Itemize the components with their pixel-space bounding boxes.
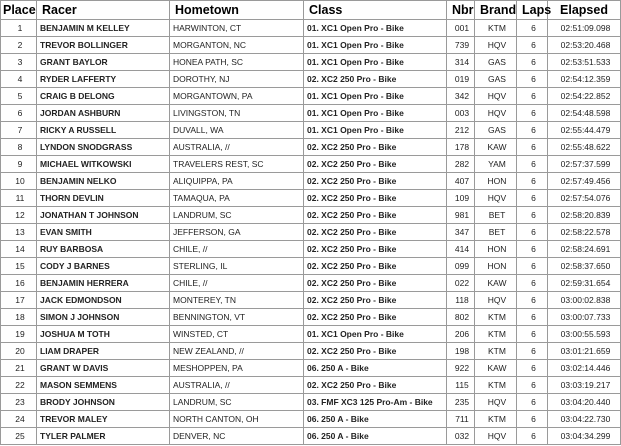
- cell-laps: 6: [517, 173, 548, 190]
- cell-brand: HQV: [475, 88, 517, 105]
- header-hometown[interactable]: Hometown: [170, 1, 304, 20]
- cell-elapsed: 03:01:21.659: [548, 343, 621, 360]
- cell-elapsed: 02:59:31.654: [548, 275, 621, 292]
- cell-brand: GAS: [475, 71, 517, 88]
- cell-hometown: LIVINGSTON, TN: [170, 105, 304, 122]
- racer-link[interactable]: GRANT BAYLOR: [37, 54, 170, 71]
- cell-nbr: 407: [447, 173, 475, 190]
- cell-laps: 6: [517, 54, 548, 71]
- racer-link[interactable]: CRAIG B DELONG: [37, 88, 170, 105]
- table-row: [1, 139, 621, 156]
- class-link[interactable]: 02. XC2 250 Pro - Bike: [304, 156, 447, 173]
- cell-elapsed: 02:55:44.479: [548, 122, 621, 139]
- cell-laps: 6: [517, 394, 548, 411]
- class-link[interactable]: 06. 250 A - Bike: [304, 411, 447, 428]
- cell-elapsed: 02:51:09.098: [548, 20, 621, 37]
- header-nbr[interactable]: Nbr: [447, 1, 475, 20]
- header-class[interactable]: Class: [304, 1, 447, 20]
- cell-place: 3: [1, 54, 37, 71]
- table-row: [1, 428, 621, 445]
- cell-place: 17: [1, 292, 37, 309]
- cell-elapsed: 02:55:48.622: [548, 139, 621, 156]
- header-laps[interactable]: Laps: [517, 1, 548, 20]
- class-link[interactable]: 02. XC2 250 Pro - Bike: [304, 190, 447, 207]
- header-elapsed[interactable]: Elapsed: [548, 1, 621, 20]
- cell-hometown: TAMAQUA, PA: [170, 190, 304, 207]
- racer-link[interactable]: THORN DEVLIN: [37, 190, 170, 207]
- cell-elapsed: 03:00:55.593: [548, 326, 621, 343]
- table-row: [1, 360, 621, 377]
- cell-laps: 6: [517, 190, 548, 207]
- table-row: [1, 71, 621, 88]
- cell-nbr: 282: [447, 156, 475, 173]
- cell-nbr: 099: [447, 258, 475, 275]
- header-row: [1, 1, 621, 20]
- cell-laps: 6: [517, 37, 548, 54]
- cell-nbr: 178: [447, 139, 475, 156]
- cell-nbr: 022: [447, 275, 475, 292]
- cell-elapsed: 02:57:37.599: [548, 156, 621, 173]
- cell-brand: GAS: [475, 54, 517, 71]
- cell-elapsed: 03:02:14.446: [548, 360, 621, 377]
- header-place[interactable]: Place: [1, 1, 37, 20]
- racer-link[interactable]: TREVOR MALEY: [37, 411, 170, 428]
- table-row: [1, 122, 621, 139]
- cell-hometown: DUVALL, WA: [170, 122, 304, 139]
- cell-nbr: 212: [447, 122, 475, 139]
- cell-place: 14: [1, 241, 37, 258]
- cell-brand: KTM: [475, 343, 517, 360]
- racer-link[interactable]: MICHAEL WITKOWSKI: [37, 156, 170, 173]
- cell-laps: 6: [517, 275, 548, 292]
- cell-elapsed: 02:57:49.456: [548, 173, 621, 190]
- cell-place: 15: [1, 258, 37, 275]
- class-link[interactable]: 01. XC1 Open Pro - Bike: [304, 88, 447, 105]
- cell-brand: YAM: [475, 156, 517, 173]
- table-row: [1, 54, 621, 71]
- racer-link[interactable]: LIAM DRAPER: [37, 343, 170, 360]
- racer-link[interactable]: LYNDON SNODGRASS: [37, 139, 170, 156]
- racer-link[interactable]: TYLER PALMER: [37, 428, 170, 445]
- cell-laps: 6: [517, 360, 548, 377]
- cell-brand: KTM: [475, 411, 517, 428]
- cell-elapsed: 02:53:20.468: [548, 37, 621, 54]
- cell-brand: KTM: [475, 377, 517, 394]
- racer-link[interactable]: GRANT W DAVIS: [37, 360, 170, 377]
- cell-place: 18: [1, 309, 37, 326]
- cell-elapsed: 03:00:07.733: [548, 309, 621, 326]
- cell-nbr: 198: [447, 343, 475, 360]
- cell-elapsed: 03:04:20.440: [548, 394, 621, 411]
- cell-hometown: DENVER, NC: [170, 428, 304, 445]
- table-row: [1, 343, 621, 360]
- cell-place: 8: [1, 139, 37, 156]
- class-link[interactable]: 02. XC2 250 Pro - Bike: [304, 292, 447, 309]
- racer-link[interactable]: BENJAMIN HERRERA: [37, 275, 170, 292]
- class-link[interactable]: 01. XC1 Open Pro - Bike: [304, 326, 447, 343]
- cell-place: 11: [1, 190, 37, 207]
- cell-hometown: MESHOPPEN, PA: [170, 360, 304, 377]
- cell-laps: 6: [517, 326, 548, 343]
- cell-place: 20: [1, 343, 37, 360]
- class-link[interactable]: 02. XC2 250 Pro - Bike: [304, 258, 447, 275]
- cell-laps: 6: [517, 241, 548, 258]
- cell-brand: HQV: [475, 190, 517, 207]
- racer-link[interactable]: JOSHUA M TOTH: [37, 326, 170, 343]
- table-row: [1, 224, 621, 241]
- cell-laps: 6: [517, 71, 548, 88]
- cell-place: 19: [1, 326, 37, 343]
- header-brand[interactable]: Brand: [475, 1, 517, 20]
- cell-brand: HQV: [475, 105, 517, 122]
- cell-brand: HQV: [475, 37, 517, 54]
- cell-hometown: JEFFERSON, GA: [170, 224, 304, 241]
- cell-laps: 6: [517, 343, 548, 360]
- cell-brand: KAW: [475, 139, 517, 156]
- cell-nbr: 235: [447, 394, 475, 411]
- cell-place: 4: [1, 71, 37, 88]
- cell-place: 25: [1, 428, 37, 445]
- cell-place: 12: [1, 207, 37, 224]
- class-link[interactable]: 02. XC2 250 Pro - Bike: [304, 377, 447, 394]
- class-link[interactable]: 01. XC1 Open Pro - Bike: [304, 105, 447, 122]
- class-link[interactable]: 02. XC2 250 Pro - Bike: [304, 275, 447, 292]
- racer-link[interactable]: MASON SEMMENS: [37, 377, 170, 394]
- cell-laps: 6: [517, 156, 548, 173]
- class-link[interactable]: 01. XC1 Open Pro - Bike: [304, 54, 447, 71]
- cell-place: 10: [1, 173, 37, 190]
- racer-link[interactable]: SIMON J JOHNSON: [37, 309, 170, 326]
- cell-nbr: 739: [447, 37, 475, 54]
- cell-nbr: 003: [447, 105, 475, 122]
- cell-brand: HON: [475, 241, 517, 258]
- cell-laps: 6: [517, 122, 548, 139]
- results-body: [1, 20, 621, 445]
- table-row: [1, 275, 621, 292]
- cell-hometown: LANDRUM, SC: [170, 207, 304, 224]
- racer-link[interactable]: BENJAMIN NELKO: [37, 173, 170, 190]
- cell-nbr: 118: [447, 292, 475, 309]
- table-row: [1, 394, 621, 411]
- cell-nbr: 342: [447, 88, 475, 105]
- cell-hometown: LANDRUM, SC: [170, 394, 304, 411]
- cell-elapsed: 03:00:02.838: [548, 292, 621, 309]
- cell-laps: 6: [517, 411, 548, 428]
- class-link[interactable]: 02. XC2 250 Pro - Bike: [304, 207, 447, 224]
- cell-laps: 6: [517, 224, 548, 241]
- cell-hometown: AUSTRALIA, //: [170, 139, 304, 156]
- table-row: [1, 292, 621, 309]
- table-row: [1, 258, 621, 275]
- table-row: [1, 37, 621, 54]
- cell-laps: 6: [517, 20, 548, 37]
- table-row: [1, 411, 621, 428]
- cell-brand: HON: [475, 258, 517, 275]
- cell-laps: 6: [517, 258, 548, 275]
- racer-link[interactable]: RYDER LAFFERTY: [37, 71, 170, 88]
- cell-brand: HON: [475, 173, 517, 190]
- cell-laps: 6: [517, 309, 548, 326]
- class-link[interactable]: 02. XC2 250 Pro - Bike: [304, 309, 447, 326]
- cell-brand: BET: [475, 224, 517, 241]
- cell-hometown: MORGANTON, NC: [170, 37, 304, 54]
- cell-brand: KAW: [475, 360, 517, 377]
- class-link[interactable]: 06. 250 A - Bike: [304, 360, 447, 377]
- cell-hometown: ALIQUIPPA, PA: [170, 173, 304, 190]
- cell-hometown: DOROTHY, NJ: [170, 71, 304, 88]
- table-row: [1, 241, 621, 258]
- cell-brand: GAS: [475, 122, 517, 139]
- cell-place: 23: [1, 394, 37, 411]
- cell-hometown: CHILE, //: [170, 241, 304, 258]
- racer-link[interactable]: RUY BARBOSA: [37, 241, 170, 258]
- racer-link[interactable]: TREVOR BOLLINGER: [37, 37, 170, 54]
- class-link[interactable]: 01. XC1 Open Pro - Bike: [304, 37, 447, 54]
- cell-place: 21: [1, 360, 37, 377]
- racer-link[interactable]: JACK EDMONDSON: [37, 292, 170, 309]
- cell-elapsed: 02:53:51.533: [548, 54, 621, 71]
- racer-link[interactable]: EVAN SMITH: [37, 224, 170, 241]
- cell-laps: 6: [517, 292, 548, 309]
- cell-hometown: MORGANTOWN, PA: [170, 88, 304, 105]
- cell-brand: HQV: [475, 292, 517, 309]
- cell-hometown: MONTEREY, TN: [170, 292, 304, 309]
- cell-place: 24: [1, 411, 37, 428]
- cell-brand: KAW: [475, 275, 517, 292]
- table-row: [1, 173, 621, 190]
- cell-brand: BET: [475, 207, 517, 224]
- table-row: [1, 309, 621, 326]
- cell-elapsed: 02:57:54.076: [548, 190, 621, 207]
- cell-nbr: 314: [447, 54, 475, 71]
- cell-laps: 6: [517, 428, 548, 445]
- cell-place: 2: [1, 37, 37, 54]
- racer-link[interactable]: RICKY A RUSSELL: [37, 122, 170, 139]
- table-row: [1, 326, 621, 343]
- cell-nbr: 414: [447, 241, 475, 258]
- cell-nbr: 802: [447, 309, 475, 326]
- cell-hometown: NEW ZEALAND, //: [170, 343, 304, 360]
- cell-hometown: TRAVELERS REST, SC: [170, 156, 304, 173]
- racer-link[interactable]: BRODY JOHNSON: [37, 394, 170, 411]
- cell-elapsed: 02:58:22.578: [548, 224, 621, 241]
- cell-laps: 6: [517, 139, 548, 156]
- table-row: [1, 377, 621, 394]
- class-link[interactable]: 02. XC2 250 Pro - Bike: [304, 139, 447, 156]
- cell-place: 5: [1, 88, 37, 105]
- cell-place: 9: [1, 156, 37, 173]
- cell-place: 6: [1, 105, 37, 122]
- cell-hometown: STERLING, IL: [170, 258, 304, 275]
- cell-brand: HQV: [475, 428, 517, 445]
- table-row: [1, 207, 621, 224]
- cell-elapsed: 02:54:22.852: [548, 88, 621, 105]
- class-link[interactable]: 02. XC2 250 Pro - Bike: [304, 241, 447, 258]
- cell-brand: HQV: [475, 394, 517, 411]
- table-row: [1, 105, 621, 122]
- racer-link[interactable]: BENJAMIN M KELLEY: [37, 20, 170, 37]
- cell-place: 13: [1, 224, 37, 241]
- cell-nbr: 206: [447, 326, 475, 343]
- cell-elapsed: 02:54:12.359: [548, 71, 621, 88]
- cell-nbr: 115: [447, 377, 475, 394]
- cell-elapsed: 02:58:24.691: [548, 241, 621, 258]
- class-link[interactable]: 02. XC2 250 Pro - Bike: [304, 71, 447, 88]
- cell-place: 1: [1, 20, 37, 37]
- cell-place: 22: [1, 377, 37, 394]
- class-link[interactable]: 02. XC2 250 Pro - Bike: [304, 173, 447, 190]
- cell-nbr: 347: [447, 224, 475, 241]
- class-link[interactable]: 03. FMF XC3 125 Pro-Am - Bike: [304, 394, 447, 411]
- class-link[interactable]: 01. XC1 Open Pro - Bike: [304, 122, 447, 139]
- cell-hometown: HARWINTON, CT: [170, 20, 304, 37]
- cell-brand: KTM: [475, 326, 517, 343]
- cell-hometown: CHILE, //: [170, 275, 304, 292]
- cell-hometown: AUSTRALIA, //: [170, 377, 304, 394]
- table-row: [1, 20, 621, 37]
- cell-laps: 6: [517, 105, 548, 122]
- cell-elapsed: 02:58:37.650: [548, 258, 621, 275]
- cell-elapsed: 02:54:48.598: [548, 105, 621, 122]
- header-racer[interactable]: Racer: [37, 1, 170, 20]
- cell-laps: 6: [517, 88, 548, 105]
- cell-hometown: BENNINGTON, VT: [170, 309, 304, 326]
- cell-hometown: WINSTED, CT: [170, 326, 304, 343]
- cell-elapsed: 02:58:20.839: [548, 207, 621, 224]
- cell-place: 16: [1, 275, 37, 292]
- cell-laps: 6: [517, 207, 548, 224]
- cell-place: 7: [1, 122, 37, 139]
- cell-nbr: 109: [447, 190, 475, 207]
- cell-hometown: HONEA PATH, SC: [170, 54, 304, 71]
- cell-brand: KTM: [475, 20, 517, 37]
- class-link[interactable]: 02. XC2 250 Pro - Bike: [304, 343, 447, 360]
- cell-nbr: 032: [447, 428, 475, 445]
- class-link[interactable]: 02. XC2 250 Pro - Bike: [304, 224, 447, 241]
- racer-link[interactable]: JONATHAN T JOHNSON: [37, 207, 170, 224]
- cell-nbr: 001: [447, 20, 475, 37]
- cell-nbr: 922: [447, 360, 475, 377]
- class-link[interactable]: 01. XC1 Open Pro - Bike: [304, 20, 447, 37]
- racer-link[interactable]: JORDAN ASHBURN: [37, 105, 170, 122]
- table-row: [1, 190, 621, 207]
- cell-laps: 6: [517, 377, 548, 394]
- cell-elapsed: 03:03:19.217: [548, 377, 621, 394]
- cell-nbr: 981: [447, 207, 475, 224]
- class-link[interactable]: 06. 250 A - Bike: [304, 428, 447, 445]
- cell-nbr: 711: [447, 411, 475, 428]
- cell-brand: KTM: [475, 309, 517, 326]
- cell-nbr: 019: [447, 71, 475, 88]
- cell-elapsed: 03:04:22.730: [548, 411, 621, 428]
- table-row: [1, 88, 621, 105]
- cell-elapsed: 03:04:34.299: [548, 428, 621, 445]
- table-row: [1, 156, 621, 173]
- cell-hometown: NORTH CANTON, OH: [170, 411, 304, 428]
- racer-link[interactable]: CODY J BARNES: [37, 258, 170, 275]
